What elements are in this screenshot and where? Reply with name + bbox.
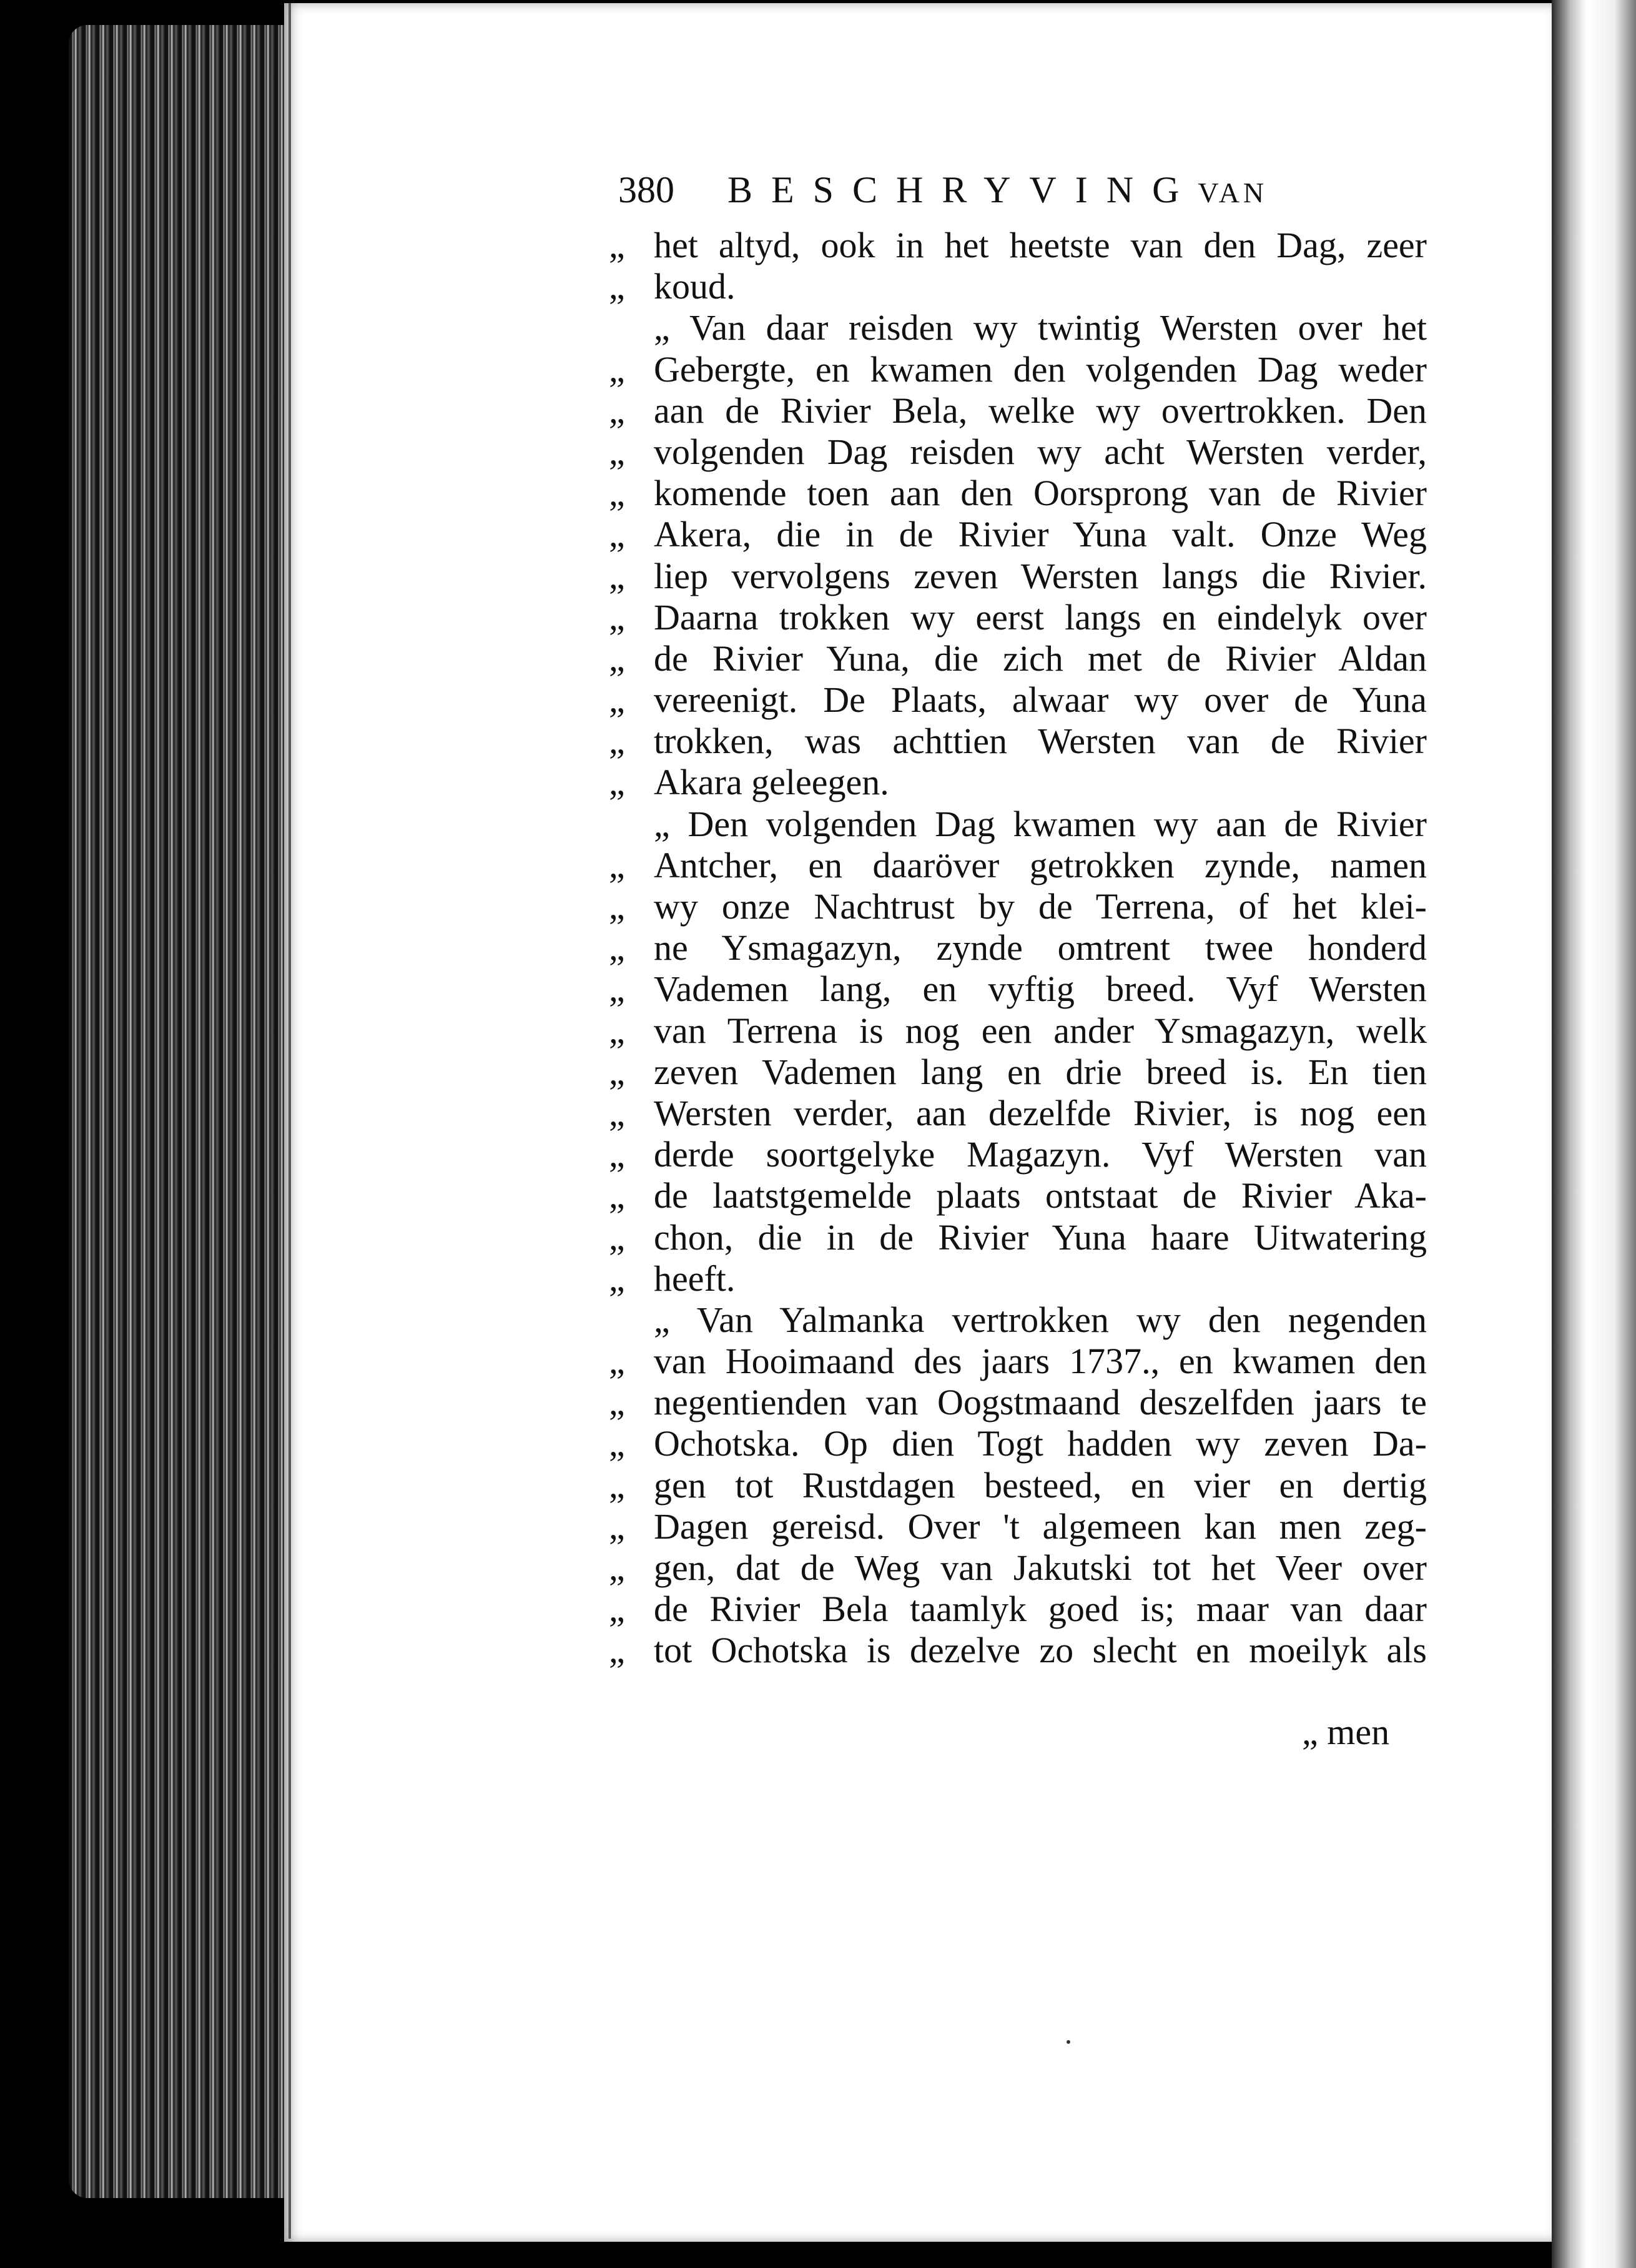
- text-line: [609, 266, 1427, 307]
- quote-mark: „: [609, 638, 625, 679]
- quote-mark: „: [609, 762, 625, 803]
- line-text: Gebergte, en kwamen den volgenden Dag weder: [654, 348, 1427, 390]
- line-text: de Rivier Yuna, die zich met de Rivier Aldan: [654, 638, 1427, 679]
- line-text: negentienden van Oogstmaand deszelfden jaars te: [654, 1382, 1427, 1423]
- quote-mark: „: [609, 431, 625, 472]
- quote-mark: „: [609, 1382, 625, 1423]
- quote-mark: „: [609, 514, 625, 555]
- line-text: gen tot Rustdagen besteed, en vier en dertig: [654, 1464, 1427, 1506]
- quote-mark: „: [609, 1506, 625, 1547]
- line-text: het altyd, ook in het heetste van den Dag, zeer: [654, 225, 1427, 265]
- line-text: Dagen gereisd. Over 't algemeen kan men zeg-: [654, 1506, 1427, 1547]
- line-text: vereenigt. De Plaats, alwaar wy over de Yuna: [654, 679, 1427, 721]
- quote-mark: „: [609, 1341, 625, 1382]
- page-number: 380: [618, 169, 674, 210]
- text-line: [609, 1589, 1427, 1630]
- line-text: van Terrena is nog een ander Ysmagazyn, welk: [654, 1010, 1427, 1051]
- quote-mark: „: [609, 844, 625, 885]
- line-text: van Hooimaand des jaars 1737., en kwamen den: [654, 1341, 1427, 1382]
- line-text: zeven Vademen lang en drie breed is. En tien: [654, 1051, 1427, 1092]
- text-line: [609, 1258, 1427, 1299]
- body-text: [609, 225, 1427, 1672]
- line-text: „ Den volgenden Dag kwamen wy aan de Rivier: [654, 803, 1427, 844]
- running-title-suffix: VAN: [1198, 177, 1268, 209]
- text-line: [609, 1465, 1427, 1506]
- text-line: [609, 1506, 1427, 1547]
- quote-mark: „: [609, 1051, 625, 1092]
- text-line: [609, 721, 1427, 762]
- line-text: „ Van daar reisden wy twintig Wersten over het: [654, 307, 1427, 348]
- quote-mark: „: [609, 969, 625, 1010]
- line-text: Vademen lang, en vyftig breed. Vyf Wersten: [654, 969, 1427, 1010]
- line-text: gen, dat de Weg van Jakutski tot het Veer over: [654, 1547, 1427, 1588]
- line-text: heeft.: [654, 1258, 736, 1299]
- quote-mark: „: [609, 1423, 625, 1464]
- line-text: Antcher, en daaröver getrokken zynde, namen: [654, 844, 1427, 885]
- line-text: trokken, was achttien Wersten van de Rivier: [654, 721, 1427, 762]
- running-title: BESCHRYVING: [727, 169, 1198, 210]
- quote-mark: „: [609, 266, 625, 307]
- line-text: derde soortgelyke Magazyn. Vyf Wersten van: [654, 1134, 1427, 1175]
- quote-mark: „: [609, 721, 625, 762]
- text-line: [609, 1382, 1427, 1423]
- text-line: [609, 473, 1427, 514]
- line-text: Wersten verder, aan dezelfde Rivier, is nog een: [654, 1092, 1427, 1133]
- text-line: [609, 1093, 1427, 1134]
- text-line: [609, 1630, 1427, 1671]
- quote-mark: „: [609, 1175, 625, 1216]
- line-text: Daarna trokken wy eerst langs en eindelyk over: [654, 596, 1427, 638]
- text-line: [609, 845, 1427, 886]
- quote-mark: „: [609, 596, 625, 638]
- quote-mark: „: [609, 1258, 625, 1299]
- book-page-edges: [69, 25, 293, 2198]
- binding-shadow: [288, 3, 291, 2239]
- line-text: liep vervolgens zeven Wersten langs die Rivier.: [654, 555, 1427, 596]
- line-text: volgenden Dag reisden wy acht Wersten verder,: [654, 431, 1427, 472]
- line-text: de Rivier Bela taamlyk goed is; maar van daar: [654, 1589, 1427, 1630]
- text-line: [609, 514, 1427, 555]
- text-line: [609, 597, 1427, 638]
- text-line: [609, 307, 1427, 348]
- text-line: [609, 804, 1427, 845]
- line-text: „ Van Yalmanka vertrokken wy den negenden: [654, 1299, 1427, 1340]
- quote-mark: „: [609, 1589, 625, 1630]
- quote-mark: „: [609, 1547, 625, 1588]
- catchword: „ men: [1302, 1712, 1390, 1752]
- quote-mark: „: [609, 927, 625, 969]
- line-text: Akara geleegen.: [654, 762, 889, 803]
- quote-mark: „: [609, 1464, 625, 1506]
- quote-mark: „: [609, 555, 625, 596]
- line-text: komende toen aan den Oorsprong van de Rivier: [654, 473, 1427, 514]
- text-line: [609, 679, 1427, 721]
- text-line: [609, 225, 1427, 266]
- line-text: koud.: [654, 266, 736, 307]
- text-line: [609, 390, 1427, 431]
- line-text: Akera, die in de Rivier Yuna valt. Onze Weg: [654, 514, 1427, 555]
- quote-mark: „: [609, 473, 625, 514]
- text-line: [609, 349, 1427, 390]
- quote-mark: „: [609, 390, 625, 431]
- text-line: [609, 1547, 1427, 1589]
- text-line: [609, 886, 1427, 927]
- line-text: aan de Rivier Bela, welke wy overtrokken. Den: [654, 390, 1427, 431]
- text-line: [609, 556, 1427, 597]
- quote-mark: „: [609, 348, 625, 390]
- line-text: chon, die in de Rivier Yuna haare Uitwatering: [654, 1216, 1427, 1258]
- text-line: [609, 431, 1427, 473]
- text-line: [609, 1217, 1427, 1258]
- line-text: de laatstgemelde plaats ontstaat de Rivier Aka-: [654, 1175, 1427, 1216]
- text-line: [609, 927, 1427, 969]
- quote-mark: „: [609, 886, 625, 927]
- quote-mark: „: [609, 225, 625, 265]
- line-text: wy onze Nachtrust by de Terrena, of het klei-: [654, 886, 1427, 927]
- line-text: Ochotska. Op dien Togt hadden wy zeven Da-: [654, 1423, 1427, 1464]
- quote-mark: „: [609, 1216, 625, 1258]
- facing-page-edge: [1552, 0, 1636, 2268]
- quote-mark: „: [609, 679, 625, 721]
- ink-speck: [1067, 2040, 1070, 2044]
- text-line: [609, 638, 1427, 679]
- text-line: [609, 969, 1427, 1010]
- text-line: [609, 762, 1427, 803]
- quote-mark: „: [609, 1092, 625, 1133]
- text-line: [609, 1299, 1427, 1341]
- line-text: tot Ochotska is dezelve zo slecht en moeilyk als: [654, 1630, 1427, 1671]
- text-line: [609, 1175, 1427, 1216]
- text-line: [609, 1134, 1427, 1175]
- running-header: [618, 169, 1268, 212]
- text-line: [609, 1010, 1427, 1052]
- text-line: [609, 1052, 1427, 1093]
- text-line: [609, 1341, 1427, 1382]
- text-line: [609, 1423, 1427, 1464]
- quote-mark: „: [609, 1134, 625, 1175]
- quote-mark: „: [609, 1630, 625, 1671]
- quote-mark: „: [609, 1010, 625, 1051]
- line-text: ne Ysmagazyn, zynde omtrent twee honderd: [654, 927, 1427, 969]
